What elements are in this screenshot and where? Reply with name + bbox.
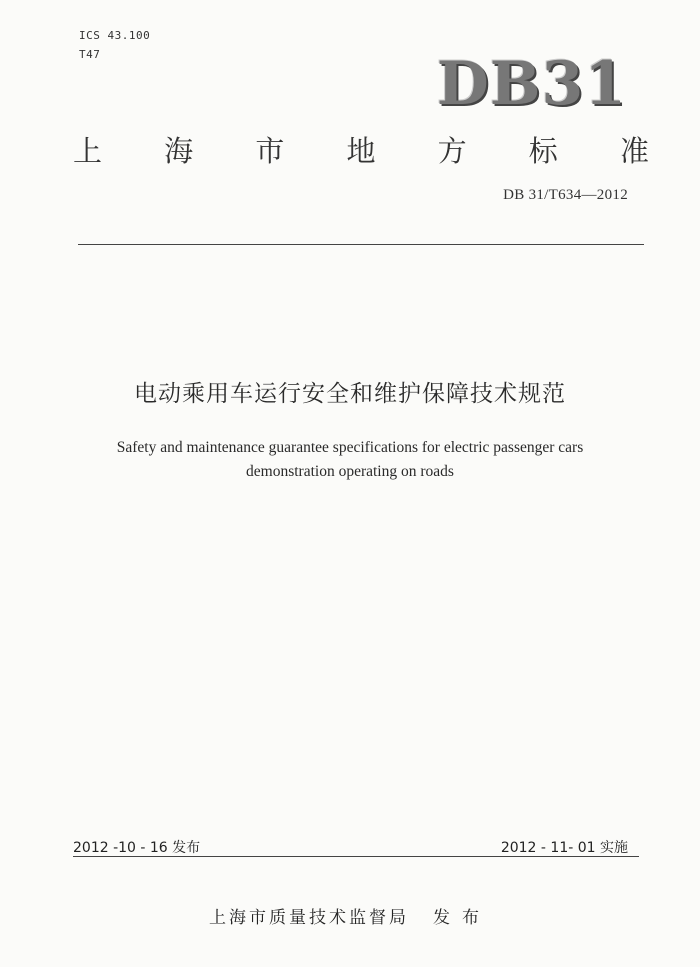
standard-type-char: 方 bbox=[437, 134, 467, 168]
ics-code: ICS 43.100 bbox=[79, 29, 151, 42]
standard-number: DB 31/T634—2012 bbox=[503, 187, 628, 203]
top-divider bbox=[78, 244, 644, 245]
standard-type-char: 准 bbox=[619, 134, 649, 168]
english-title-line: demonstration operating on roads bbox=[246, 463, 454, 480]
english-title-line: Safety and maintenance guarantee specifications for electric passenger cars bbox=[116, 439, 584, 456]
standard-type-title bbox=[73, 129, 649, 170]
publisher-action: 发布 bbox=[433, 908, 491, 928]
standard-type-char: 市 bbox=[255, 134, 285, 168]
bottom-divider bbox=[73, 856, 639, 857]
issue-date: 2012 -10 - 16 发布 bbox=[73, 840, 201, 856]
db31-logo: DB31 bbox=[436, 49, 627, 119]
publisher-name: 上海市质量技术监督局 bbox=[209, 908, 409, 928]
document-title-english bbox=[60, 436, 640, 484]
standard-type-char: 地 bbox=[346, 134, 376, 168]
document-title-chinese: 电动乘用车运行安全和维护保障技术规范 bbox=[134, 381, 566, 407]
standard-type-char: 标 bbox=[528, 134, 558, 168]
standard-type-char: 上 bbox=[73, 134, 103, 168]
publisher-line bbox=[0, 903, 700, 928]
implementation-date: 2012 - 11- 01 实施 bbox=[500, 840, 628, 856]
classification-code: T47 bbox=[79, 48, 101, 61]
standard-type-char: 海 bbox=[164, 134, 194, 168]
